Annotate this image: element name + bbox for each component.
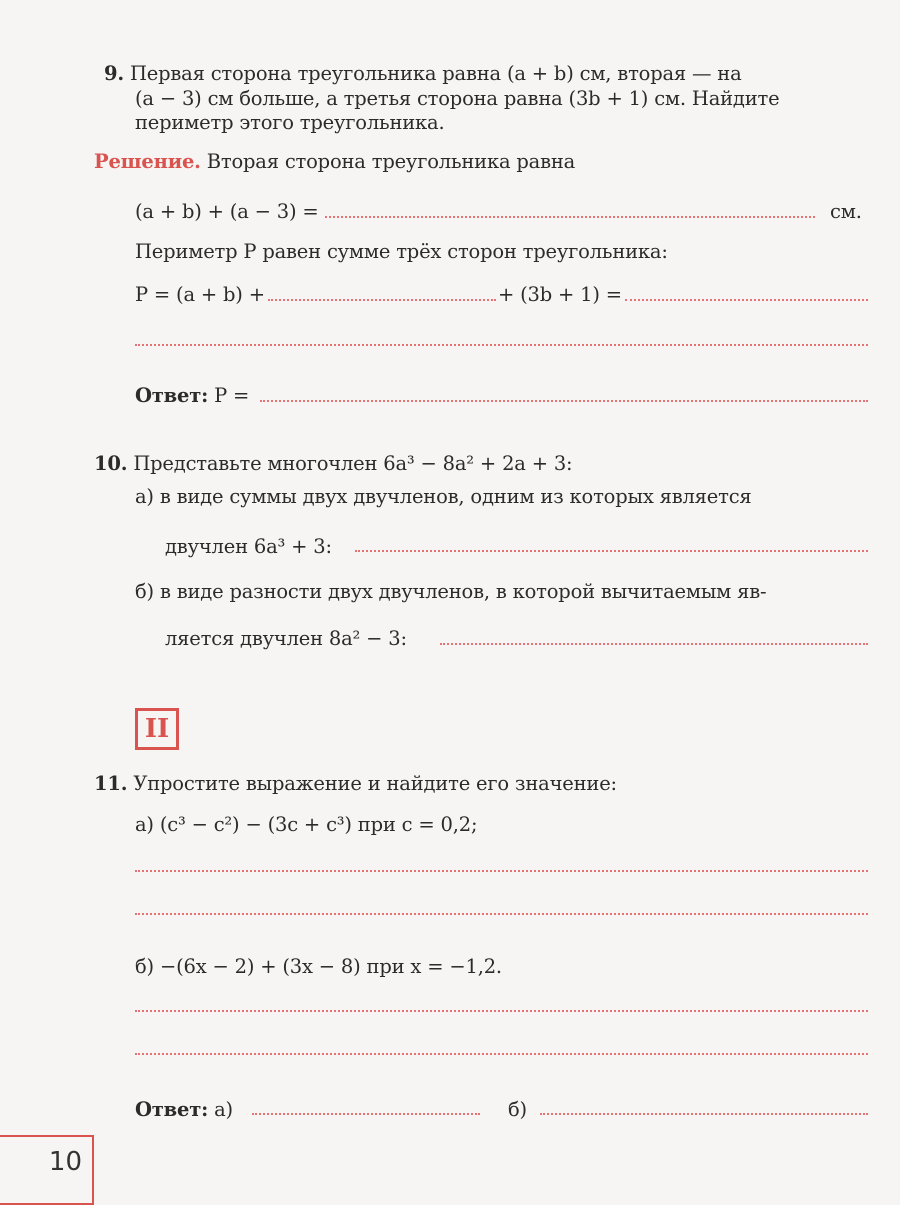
- answer-blank-task-11a-line-1[interactable]: [135, 870, 868, 872]
- task-11-text: Упростите выражение и найдите его значение:: [133, 772, 617, 795]
- answer-blank-task-10b[interactable]: [440, 643, 868, 645]
- answer-b-label: б): [508, 1098, 527, 1121]
- task-11-number: 11.: [94, 772, 128, 795]
- page-number: 10: [48, 1147, 82, 1177]
- task-10a-line-2: двучлен 6a³ + 3:: [165, 535, 332, 558]
- second-side-expression: (a + b) + (a − 3) =: [135, 200, 319, 223]
- answer-blank-task-11-b[interactable]: [540, 1113, 868, 1115]
- answer-blank-perimeter-result[interactable]: [625, 299, 868, 301]
- answer-blank-task-11a-line-2[interactable]: [135, 913, 868, 915]
- task-11a: а) (c³ − c²) − (3c + c³) при c = 0,2;: [135, 813, 478, 836]
- perimeter-text: Периметр P равен сумме трёх сторон треугольника:: [135, 240, 668, 263]
- task-9-line-3: периметр этого треугольника.: [135, 111, 445, 134]
- answer-blank-second-side[interactable]: [325, 216, 815, 218]
- answer-expr: P =: [214, 384, 250, 407]
- task-9-line-2: (a − 3) см больше, а третья сторона равна (3b + 1) см. Найдите: [135, 87, 780, 110]
- solution-label: Решение.: [94, 150, 201, 173]
- section-marker: II: [135, 708, 179, 750]
- answer-blank-perimeter-line[interactable]: [135, 344, 868, 346]
- task-9-number: 9.: [104, 62, 124, 85]
- answer-blank-task-11b-line-1[interactable]: [135, 1010, 868, 1012]
- page-number-box: [0, 1135, 94, 1205]
- task-9-line-1: [104, 62, 742, 86]
- answer-a-label: а): [214, 1098, 233, 1121]
- task-11b: б) −(6x − 2) + (3x − 8) при x = −1,2.: [135, 955, 502, 978]
- task-10-text: Представьте многочлен 6a³ − 8a² + 2a + 3:: [133, 452, 573, 475]
- answer-blank-task-11-a[interactable]: [252, 1113, 480, 1115]
- solution-line: [94, 150, 575, 174]
- answer-blank-perimeter-middle[interactable]: [268, 299, 496, 301]
- task-11-title: [94, 772, 617, 796]
- task-10-number: 10.: [94, 452, 128, 475]
- task-10b-line-1: б) в виде разности двух двучленов, в которой вычитаемым яв-: [135, 580, 767, 603]
- solution-text: Вторая сторона треугольника равна: [206, 150, 576, 173]
- task-10b-line-2: ляется двучлен 8a² − 3:: [165, 627, 407, 650]
- task-9-answer: [135, 384, 249, 408]
- unit-cm: см.: [830, 200, 862, 223]
- answer-blank-task-9[interactable]: [260, 400, 868, 402]
- task-11-answer-label: Ответ:: [135, 1098, 209, 1121]
- answer-blank-task-11b-line-2[interactable]: [135, 1053, 868, 1055]
- task-10a-line-1: а) в виде суммы двух двучленов, одним из которых является: [135, 485, 752, 508]
- task-10-title: [94, 452, 572, 476]
- task-11-answer: [135, 1098, 233, 1122]
- answer-label: Ответ:: [135, 384, 209, 407]
- perimeter-expr-mid: + (3b + 1) =: [498, 283, 622, 306]
- perimeter-expr-start: P = (a + b) +: [135, 283, 265, 306]
- answer-blank-task-10a[interactable]: [355, 550, 868, 552]
- task-9-text-1: Первая сторона треугольника равна (a + b) см, вторая — на: [129, 62, 742, 85]
